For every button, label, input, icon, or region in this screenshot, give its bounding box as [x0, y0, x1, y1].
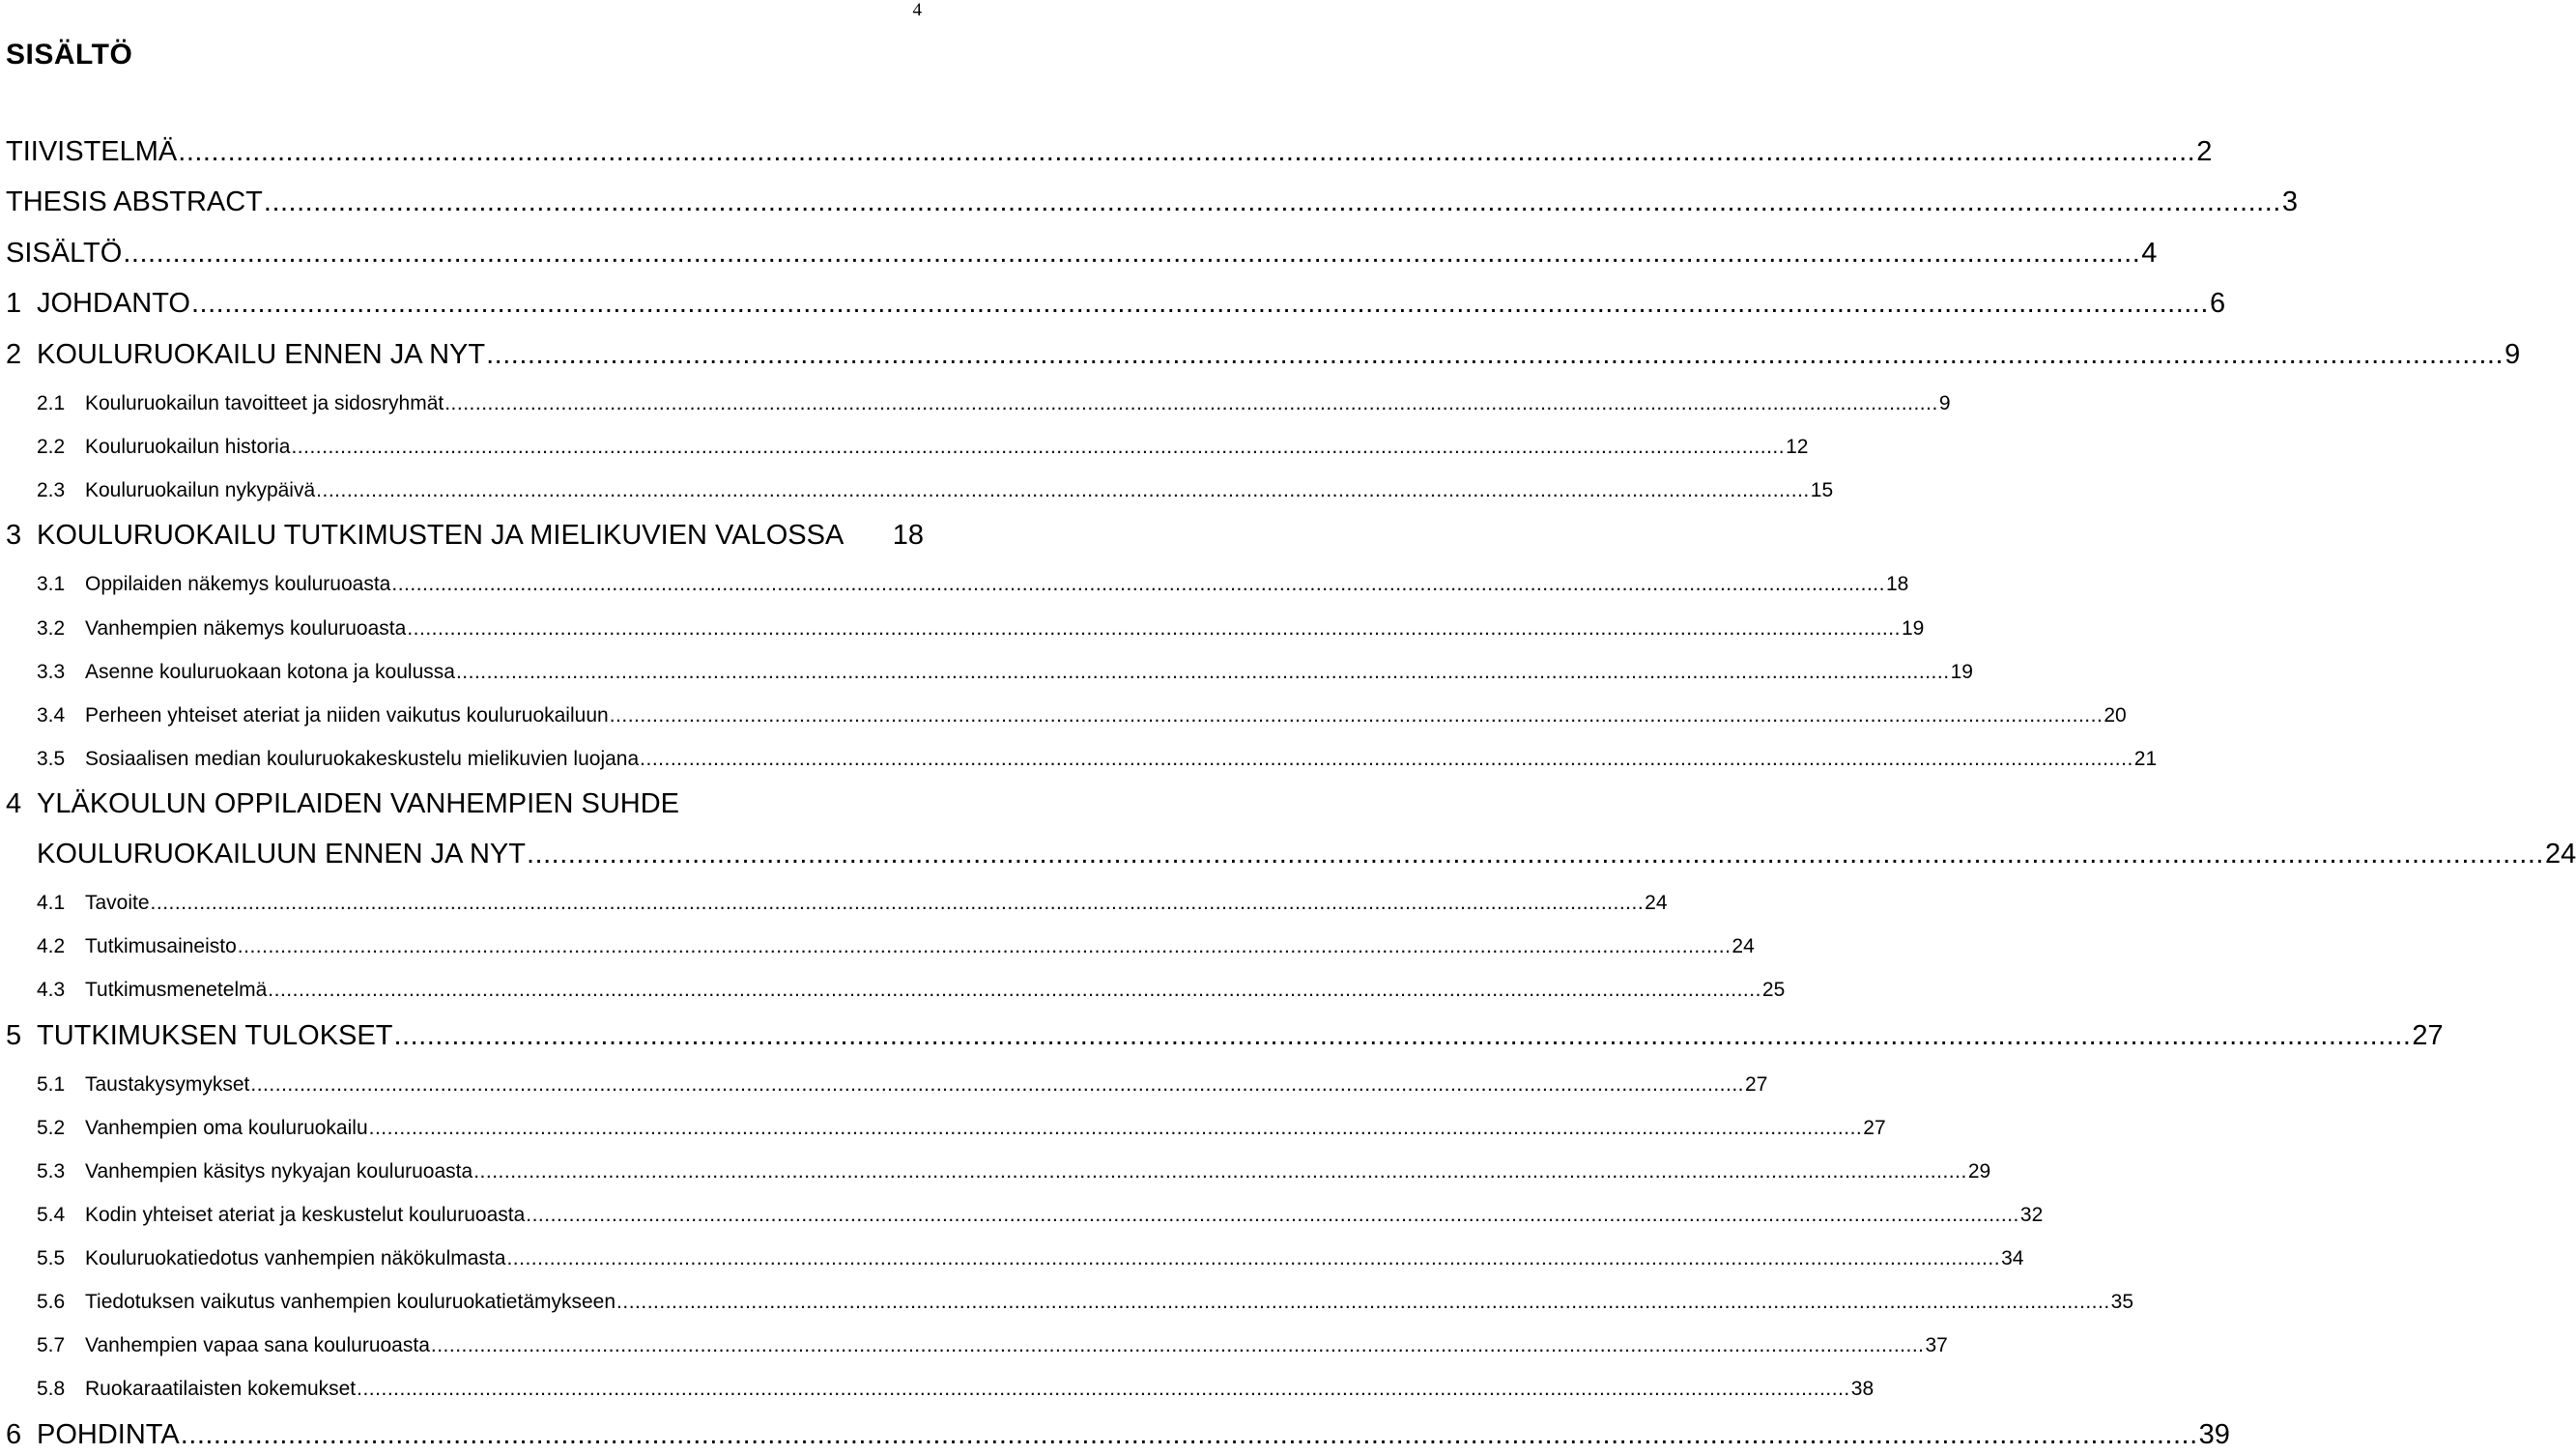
toc-entry-title: YLÄKOULUN OPPILAIDEN VANHEMPIEN SUHDE: [37, 788, 680, 819]
toc-entry-page: 20: [2104, 704, 2127, 727]
toc-entry-title: JOHDANTO: [37, 288, 190, 319]
toc-entry-title: Vanhempien vapaa sana kouluruoasta: [85, 1334, 430, 1356]
dot-leader: [616, 1291, 2110, 1314]
toc-entry-title: Tavoite: [85, 892, 150, 914]
toc-entry-page: 12: [1786, 436, 1809, 458]
toc-entry-page: 27: [2412, 1020, 2444, 1051]
dot-leader: [527, 839, 2544, 870]
toc-entry-title: SISÄLTÖ: [6, 238, 123, 269]
dot-leader: [178, 136, 2195, 168]
toc-entry-title: Sosiaalisen median kouluruokakeskustelu mielikuvien luojana: [85, 748, 640, 770]
toc-entry-page: 19: [1901, 617, 1925, 640]
dot-leader: [181, 1419, 2198, 1451]
dot-leader: [268, 979, 1761, 1002]
toc-entry-number: 5.7: [37, 1334, 66, 1356]
toc-entry-title: Tiedotuksen vaikutus vanhempien kouluruokatietämykseen: [85, 1291, 616, 1313]
toc-entry-number: 5.3: [37, 1160, 66, 1183]
toc-entry-number: 4.3: [37, 979, 66, 1001]
toc-entry-number: 5: [6, 1020, 22, 1051]
toc-entry-title: TIIVISTELMÄ: [6, 136, 178, 167]
dot-leader: [369, 1117, 1863, 1140]
toc-entry-number: 5.8: [37, 1378, 66, 1400]
dot-leader: [486, 339, 2504, 371]
toc-entry-page: 24: [2544, 839, 2576, 870]
toc-entry[interactable]: [6, 1419, 2230, 1451]
dot-leader: [506, 1247, 2000, 1270]
toc-entry[interactable]: [6, 436, 1809, 459]
dot-leader: [238, 935, 1732, 958]
dot-leader: [123, 238, 2140, 270]
toc-entry-number: 4.2: [37, 935, 66, 957]
toc-entry-title: Kodin yhteiset ateriat ja keskustelut kouluruoasta: [85, 1204, 526, 1226]
toc-entry-title: Perheen yhteiset ateriat ja niiden vaikutus kouluruokailuun: [85, 704, 609, 727]
toc-entry-title: Kouluruokailun tavoitteet ja sidosryhmät: [85, 392, 444, 414]
toc-entry[interactable]: [6, 1117, 1886, 1140]
dot-leader: [444, 392, 1938, 415]
toc-entry-page: 24: [1732, 935, 1755, 957]
toc-entry-title: Vanhempien käsitys nykyajan kouluruoasta: [85, 1160, 473, 1183]
toc-entry-page: 4: [2141, 238, 2158, 269]
toc-entry[interactable]: [6, 748, 2158, 771]
toc-entry-page: 9: [1938, 392, 1951, 414]
toc-entry-number: 2.2: [37, 436, 66, 458]
toc-entry-number: 5.4: [37, 1204, 66, 1226]
toc-entry[interactable]: [6, 186, 2298, 218]
toc-entry-page: 15: [1810, 479, 1834, 501]
toc-entry[interactable]: [6, 892, 1668, 915]
toc-entry-number: 5.1: [37, 1073, 66, 1096]
toc-entry-number: 3.2: [37, 617, 66, 640]
toc-entry[interactable]: [6, 1204, 2044, 1227]
toc-entry-page: 29: [1967, 1160, 1991, 1183]
dot-leader: [473, 1160, 1967, 1183]
toc-entry-title: Kouluruokailun historia: [85, 436, 291, 458]
toc-entry-number: 3.5: [37, 748, 66, 770]
toc-entry-number: 6: [6, 1419, 22, 1450]
dot-leader: [151, 892, 1645, 915]
toc-entry-number: 2: [6, 339, 22, 370]
toc-entry-title: Tutkimusmenetelmä: [85, 979, 268, 1001]
toc-entry[interactable]: [6, 704, 2127, 727]
toc-entry-title: Taustakysymykset: [85, 1073, 250, 1096]
toc-entry-title: KOULURUOKAILUUN ENNEN JA NYT: [37, 839, 526, 870]
toc-entry-page: 38: [1850, 1378, 1875, 1400]
dot-leader: [640, 748, 2133, 771]
toc-entry[interactable]: [6, 1020, 2444, 1052]
toc-entry[interactable]: [6, 136, 2213, 168]
toc-entry-number: 2.1: [37, 392, 66, 414]
dot-leader: [250, 1073, 1744, 1097]
toc-entry-title: Kouluruokatiedotus vanhempien näkökulmasta: [85, 1247, 506, 1269]
toc-entry-number: 5.5: [37, 1247, 66, 1269]
dot-leader: [431, 1334, 1925, 1357]
toc-entry-title: POHDINTA: [37, 1419, 180, 1450]
toc-entry-page: 18: [892, 520, 924, 551]
toc-entry-number: 3.4: [37, 704, 66, 727]
toc-entry[interactable]: [6, 661, 1973, 684]
toc-entry-title: THESIS ABSTRACT: [6, 186, 263, 217]
toc-entry-number: 3.1: [37, 573, 66, 595]
toc-entry-page: 3: [2281, 186, 2298, 217]
toc-entry[interactable]: [6, 288, 2226, 320]
toc-entry[interactable]: [6, 979, 1786, 1002]
toc-entry-number: 4: [6, 788, 22, 819]
toc-entry[interactable]: [6, 392, 1951, 415]
toc-entry-title: Tutkimusaineisto: [85, 935, 237, 957]
toc-entry-page: 34: [2001, 1247, 2024, 1269]
dot-leader: [407, 617, 1901, 641]
dot-leader: [610, 704, 2104, 727]
toc-entry-number: 1: [6, 288, 22, 319]
dot-leader: [393, 1020, 2411, 1052]
toc-entry-number: 5.2: [37, 1117, 66, 1139]
toc-entry-number: 3: [6, 520, 22, 551]
toc-heading: SISÄLTÖ: [6, 39, 133, 71]
toc-entry-page: 18: [1885, 573, 1909, 595]
toc-entry-title: Vanhempien näkemys kouluruoasta: [85, 617, 407, 640]
toc-entry-number: 5.6: [37, 1291, 66, 1313]
toc-entry-title: Vanhempien oma kouluruokailu: [85, 1117, 368, 1139]
toc-entry-page: 27: [1863, 1117, 1886, 1139]
toc-entry-page: 27: [1745, 1073, 1768, 1096]
toc-entry-first-line[interactable]: [6, 788, 924, 820]
toc-entry[interactable]: [6, 1073, 1768, 1097]
dot-leader: [357, 1378, 1850, 1401]
dot-leader: [291, 436, 1785, 459]
toc-entry[interactable]: [6, 573, 1909, 596]
toc-entry-title: TUTKIMUKSEN TULOKSET: [37, 1020, 393, 1051]
dot-leader: [191, 288, 2209, 320]
toc-entry[interactable]: [6, 935, 1755, 958]
toc-entry-title: KOULURUOKAILU ENNEN JA NYT: [37, 339, 486, 370]
toc-entry-page: 24: [1645, 892, 1668, 914]
toc-entry-page: 35: [2110, 1291, 2134, 1313]
table-of-contents: [6, 0, 2576, 1454]
dot-leader: [391, 573, 1885, 596]
toc-entry[interactable]: [6, 1160, 1991, 1183]
toc-entry[interactable]: [6, 1291, 2134, 1314]
toc-entry-title: KOULURUOKAILU TUTKIMUSTEN JA MIELIKUVIEN VALOSSA: [37, 520, 844, 551]
toc-entry[interactable]: [6, 238, 2158, 270]
toc-entry-number: 3.3: [37, 661, 66, 683]
toc-entry[interactable]: [6, 617, 1925, 641]
toc-entry-page: 25: [1761, 979, 1786, 1001]
toc-entry-page: 39: [2198, 1419, 2230, 1450]
toc-entry[interactable]: [6, 1378, 1875, 1401]
toc-entry-page: 9: [2504, 339, 2521, 370]
toc-entry-page: 2: [2196, 136, 2213, 167]
dot-leader: [316, 479, 1810, 502]
page-number: 4: [912, 0, 922, 20]
toc-entry-title: Kouluruokailun nykypäivä: [85, 479, 316, 501]
toc-entry-page: 37: [1925, 1334, 1948, 1356]
dot-leader: [526, 1204, 2019, 1227]
toc-entry-title: Asenne kouluruokaan kotona ja koulussa: [85, 661, 455, 683]
toc-entry[interactable]: [6, 1334, 1948, 1357]
dot-leader: [264, 186, 2281, 218]
toc-entry[interactable]: [6, 339, 2521, 371]
dot-leader: [456, 661, 1950, 684]
toc-entry-page: 6: [2209, 288, 2226, 319]
toc-entry[interactable]: [6, 1247, 2024, 1270]
toc-entry-page: 19: [1950, 661, 1973, 683]
toc-entry[interactable]: [6, 520, 924, 552]
toc-entry[interactable]: [6, 479, 1834, 502]
toc-entry-number: 2.3: [37, 479, 66, 501]
toc-entry[interactable]: [6, 839, 2576, 870]
toc-entry-page: 32: [2019, 1204, 2044, 1226]
toc-entry-title: Ruokaraatilaisten kokemukset: [85, 1378, 357, 1400]
toc-entry-page: 21: [2133, 748, 2158, 770]
toc-entry-number: 4.1: [37, 892, 66, 914]
toc-entry-title: Oppilaiden näkemys kouluruoasta: [85, 573, 391, 595]
